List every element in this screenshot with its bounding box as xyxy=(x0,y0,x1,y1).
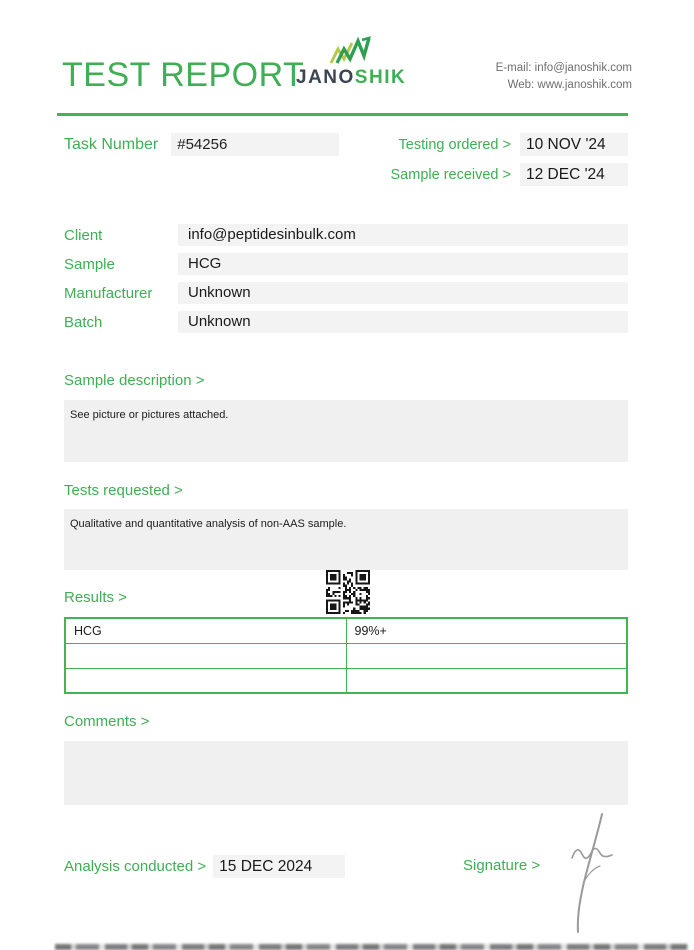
signature-scribble xyxy=(550,810,620,938)
sample-received-value: 12 DEC '24 xyxy=(520,163,628,186)
email-label: E-mail: xyxy=(495,62,532,74)
results-row-2 xyxy=(65,643,627,668)
contact-email-line xyxy=(496,60,632,77)
results-table xyxy=(64,617,628,694)
analysis-conducted-row xyxy=(64,855,345,878)
result-value-cell xyxy=(346,668,627,693)
web-value: www.janoshik.com xyxy=(537,79,632,91)
logo-wordmark xyxy=(296,67,407,89)
analysis-conducted-value: 15 DEC 2024 xyxy=(213,855,345,878)
result-analyte-cell xyxy=(65,643,346,668)
detail-row-client xyxy=(64,224,628,246)
logo-text-green: SHIK xyxy=(354,67,407,88)
sample-label: Sample xyxy=(64,255,115,273)
result-analyte-cell: HCG xyxy=(65,618,346,643)
results-row-1 xyxy=(65,618,627,643)
sample-description-heading: Sample description > xyxy=(64,372,205,389)
client-label: Client xyxy=(64,226,103,244)
batch-label: Batch xyxy=(64,313,103,331)
sample-value: HCG xyxy=(178,253,628,275)
testing-ordered-value: 10 NOV '24 xyxy=(520,133,628,156)
batch-value: Unknown xyxy=(178,311,628,333)
task-number-value: #54256 xyxy=(171,133,339,156)
result-value-cell xyxy=(346,643,627,668)
header-divider xyxy=(57,113,628,116)
manufacturer-label: Manufacturer xyxy=(64,284,153,302)
task-number-label: Task Number xyxy=(64,135,159,153)
qr-code xyxy=(325,570,371,614)
task-number-row xyxy=(64,133,339,156)
dates-block xyxy=(391,133,629,193)
sample-received-label: Sample received > xyxy=(390,166,511,183)
analysis-conducted-label: Analysis conducted > xyxy=(64,858,207,875)
sample-description-box: See picture or pictures attached. xyxy=(64,400,628,462)
contact-web-line xyxy=(496,77,632,94)
manufacturer-value: Unknown xyxy=(178,282,628,304)
tests-requested-heading: Tests requested > xyxy=(64,482,183,499)
result-analyte-cell xyxy=(65,668,346,693)
comments-box xyxy=(64,741,628,805)
cutoff-footer-text xyxy=(55,944,688,950)
results-heading: Results > xyxy=(64,589,127,606)
sample-details xyxy=(64,224,628,340)
signature-label: Signature > xyxy=(463,857,541,874)
page-title: TEST REPORT xyxy=(62,56,305,94)
testing-ordered-row xyxy=(391,133,629,156)
chart-growth-icon xyxy=(326,36,372,66)
comments-heading: Comments > xyxy=(64,713,150,730)
testing-ordered-label: Testing ordered > xyxy=(398,136,511,153)
results-row-3 xyxy=(65,668,627,693)
client-value: info@peptidesinbulk.com xyxy=(178,224,628,246)
tests-requested-box: Qualitative and quantitative analysis of non-AAS sample. xyxy=(64,509,628,570)
email-value: info@janoshik.com xyxy=(534,62,632,74)
contact-block xyxy=(496,60,632,94)
web-label: Web: xyxy=(507,79,535,91)
detail-row-manufacturer xyxy=(64,282,628,304)
logo-text-dark: JANO xyxy=(296,67,355,88)
detail-row-sample xyxy=(64,253,628,275)
result-value-cell: 99%+ xyxy=(346,618,627,643)
sample-received-row xyxy=(391,163,629,186)
janoshik-logo xyxy=(296,36,407,89)
detail-row-batch xyxy=(64,311,628,333)
